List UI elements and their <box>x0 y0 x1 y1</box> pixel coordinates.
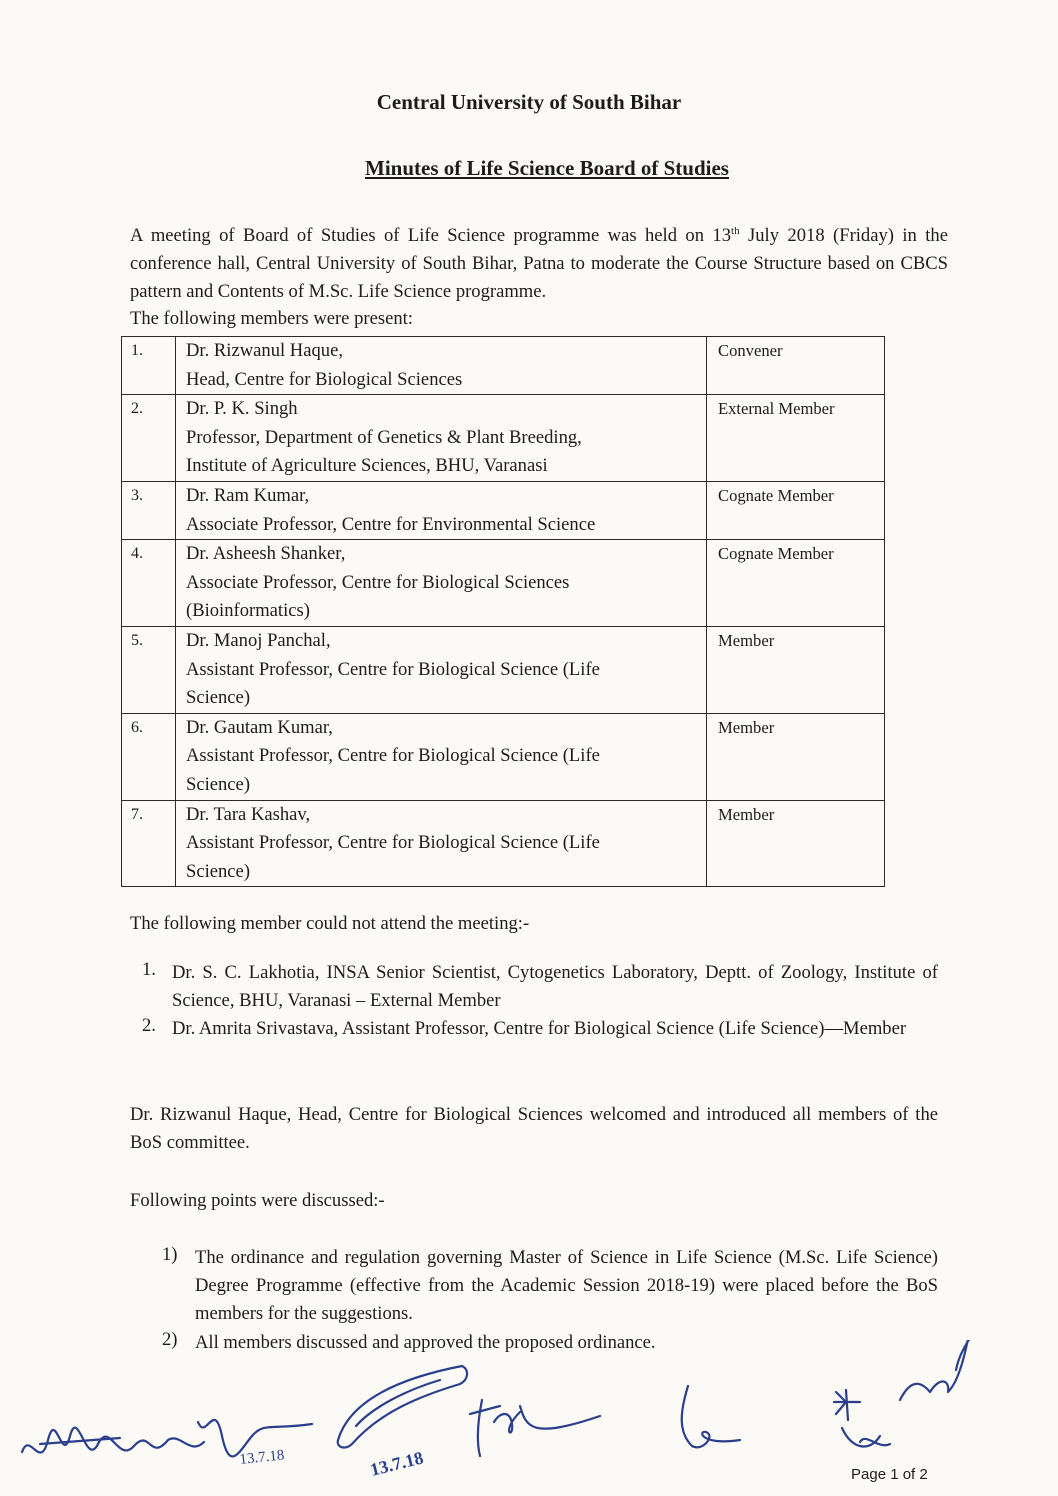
member-number: 2. <box>122 395 176 482</box>
member-details <box>176 800 707 887</box>
intro-text-end: July 2018 (Friday) in the conference hall, Central University of South Bihar, Patna to moderate the Course Structure based on CBCS pattern and Contents of M.Sc. Life Science programme. <box>130 225 948 302</box>
member-line: Dr. Rizwanul Haque, <box>186 340 343 361</box>
signature-date: 13.7.18 <box>368 1447 426 1480</box>
members-table <box>121 336 885 887</box>
member-line: Dr. P. K. Singh <box>186 398 298 420</box>
signature-3 <box>470 1400 600 1456</box>
member-details <box>176 395 707 482</box>
member-number: 3. <box>122 481 176 539</box>
member-line: Science) <box>186 773 251 795</box>
member-role: External Member <box>707 395 885 482</box>
signature-1 <box>22 1428 204 1453</box>
member-line: Science) <box>186 687 251 709</box>
member-line: Dr. Gautam Kumar, <box>186 716 333 738</box>
table-row <box>122 800 885 887</box>
member-details <box>176 337 707 395</box>
table-row <box>122 540 885 627</box>
member-details <box>176 481 707 539</box>
table-row <box>122 481 885 539</box>
member-role: Cognate Member <box>707 540 885 627</box>
member-line: Associate Professor, Centre for Environmental Science <box>186 513 596 535</box>
university-name: Central University of South Bihar <box>376 90 682 114</box>
table-row <box>122 337 885 395</box>
member-line: Assistant Professor, Centre for Biological Science (Life <box>186 658 600 680</box>
welcome-paragraph: Dr. Rizwanul Haque, Head, Centre for Biological Sciences welcomed and introduced all members of the BoS committee. <box>130 1104 938 1153</box>
absent-heading: The following member could not attend the meeting:- <box>130 913 530 934</box>
member-line: Professor, Department of Genetics & Plant Breeding, <box>186 426 582 448</box>
discussion-item: The ordinance and regulation governing Master of Science in Life Science (M.Sc. Life Science) Degree Programme (effective from the Academic Session 2018-19) were placed before the BoS members for the suggestions. <box>195 1247 938 1324</box>
member-line: Institute of Agriculture Sciences, BHU, Varanasi <box>186 455 548 477</box>
discussion-item: All members discussed and approved the proposed ordinance. <box>195 1332 656 1353</box>
intro-date-suffix: th <box>731 224 740 237</box>
member-line: Dr. Tara Kashav, <box>186 803 311 825</box>
member-line: (Bioinformatics) <box>186 600 310 622</box>
member-details <box>176 540 707 627</box>
member-line: Dr. Manoj Panchal, <box>186 629 331 651</box>
member-line: Dr. Ram Kumar, <box>186 484 310 506</box>
member-number: 5. <box>122 626 176 713</box>
absent-item: Dr. S. C. Lakhotia, INSA Senior Scientist, Cytogenetics Laboratory, Deptt. of Zoology, Institute of Science, BHU, Varanasi – External Member <box>172 962 938 1011</box>
member-details <box>176 713 707 800</box>
table-row <box>122 713 885 800</box>
member-role: Cognate Member <box>707 481 885 539</box>
discussion-item-number: 2) <box>162 1329 178 1350</box>
discussion-item-number: 1) <box>162 1244 178 1265</box>
member-role: Member <box>707 626 885 713</box>
member-line: Assistant Professor, Centre for Biological Science (Life <box>186 745 600 767</box>
signature-4 <box>682 1386 740 1447</box>
member-number: 7. <box>122 800 176 887</box>
discussion-heading: Following points were discussed:- <box>130 1190 385 1211</box>
member-line: Science) <box>186 860 251 882</box>
member-role: Convener <box>707 337 885 395</box>
member-role: Member <box>707 800 885 887</box>
signature-stamp <box>338 1366 467 1447</box>
member-role: Member <box>707 713 885 800</box>
absent-item: Dr. Amrita Srivastava, Assistant Professor, Centre for Biological Science (Life Science)—Member <box>172 1018 907 1039</box>
member-number: 6. <box>122 713 176 800</box>
member-line: Associate Professor, Centre for Biological Sciences <box>186 571 570 593</box>
document-title: Minutes of Life Science Board of Studies <box>365 156 729 180</box>
member-line: Dr. Asheesh Shanker, <box>186 543 346 565</box>
page-number: Page 1 of 2 <box>851 1466 928 1483</box>
intro-paragraph <box>130 222 948 306</box>
member-line: Assistant Professor, Centre for Biological Science (Life <box>186 832 600 854</box>
absent-item-number: 1. <box>142 959 156 980</box>
table-row <box>122 626 885 713</box>
signature-6 <box>900 1340 980 1400</box>
member-line: Head, Centre for Biological Sciences <box>186 368 463 390</box>
table-row <box>122 395 885 482</box>
signature-date: 13.7.18 <box>238 1447 286 1468</box>
member-details <box>176 626 707 713</box>
member-number: 1. <box>122 337 176 395</box>
member-number: 4. <box>122 540 176 627</box>
signature-5 <box>834 1390 890 1446</box>
present-heading: The following members were present: <box>130 308 413 329</box>
intro-text-start: A meeting of Board of Studies of Life Science programme was held on 13 <box>130 225 732 246</box>
absent-item-number: 2. <box>142 1015 156 1036</box>
